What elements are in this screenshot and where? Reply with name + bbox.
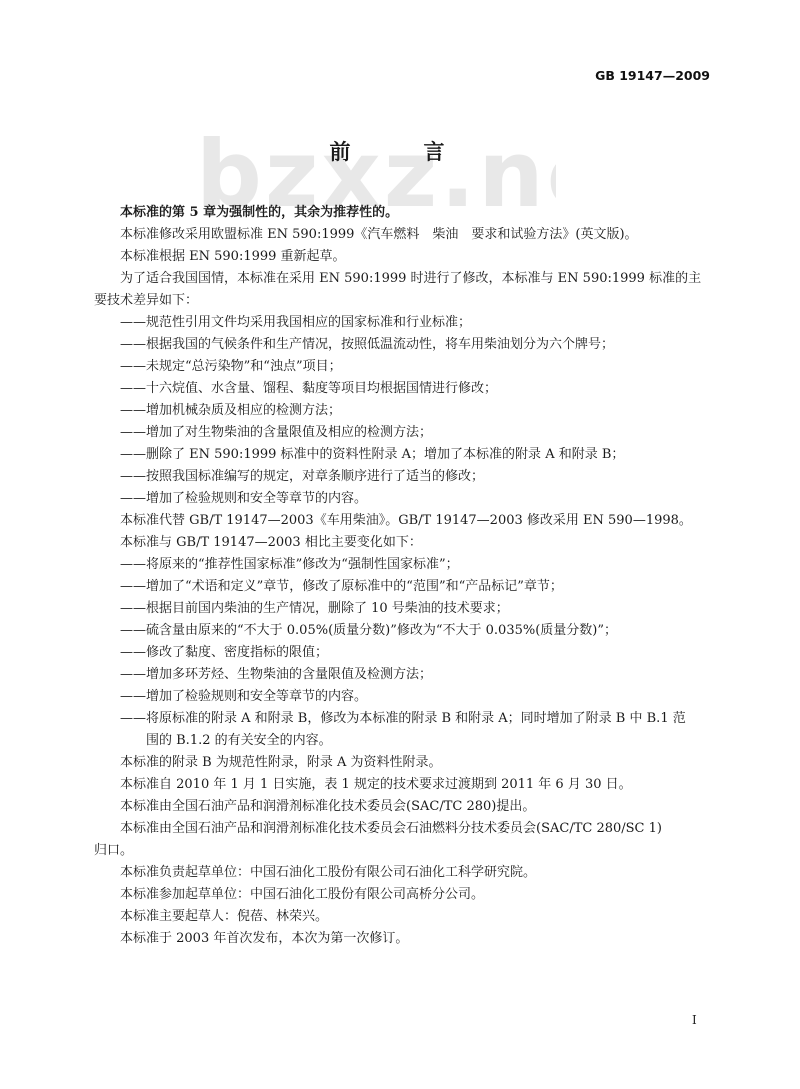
paragraph-line: 本标准由全国石油产品和润滑剂标准化技术委员会石油燃料分技术委员会(SAC/TC 280/SC 1) — [120, 821, 662, 836]
paragraph-line: 本标准主要起草人：倪蓓、林荣兴。 — [120, 909, 329, 924]
list-item: ——十六烷值、水含量、馏程、黏度等项目均根据国情进行修改； — [120, 381, 498, 396]
list-item: ——增加多环芳烃、生物柴油的含量限值及检测方法； — [120, 667, 433, 682]
list-item: ——删除了 EN 590:1999 标准中的资料性附录 A；增加了本标准的附录 A 和附录 B； — [120, 447, 625, 462]
list-item: ——按照我国标准编写的规定，对章条顺序进行了适当的修改； — [120, 469, 485, 484]
paragraph-line: 归口。 — [94, 843, 134, 858]
paragraph-line: 要技术差异如下： — [94, 293, 199, 308]
paragraph-line: 本标准自 2010 年 1 月 1 日实施，表 1 规定的技术要求过渡期到 2011 年 6 月 30 日。 — [120, 777, 632, 792]
paragraph-line: 本标准参加起草单位：中国石油化工股份有限公司高桥分公司。 — [120, 887, 485, 902]
paragraph-line: 为了适合我国国情，本标准在采用 EN 590:1999 时进行了修改，本标准与 EN 590:1999 标准的主 — [120, 271, 702, 286]
list-item: ——增加了检验规则和安全等章节的内容。 — [120, 689, 368, 704]
svg-text:bzxz.net: bzxz.n — [196, 132, 547, 222]
paragraph-line: 本标准修改采用欧盟标准 EN 590:1999《汽车燃料 柴油 要求和试验方法》(英文版)。 — [120, 227, 638, 242]
list-item: ——将原来的“推荐性国家标准”修改为“强制性国家标准”； — [120, 557, 459, 572]
paragraph-line: 本标准代替 GB/T 19147—2003《车用柴油》。GB/T 19147—2003 修改采用 EN 590—1998。 — [120, 513, 692, 528]
list-item: ——根据我国的气候条件和生产情况，按照低温流动性，将车用柴油划分为六个牌号； — [120, 337, 615, 352]
paragraph-line: 本标准的附录 B 为规范性附录，附录 A 为资料性附录。 — [120, 755, 442, 770]
list-item: ——增加机械杂质及相应的检测方法； — [120, 403, 342, 418]
list-item: ——根据目前国内柴油的生产情况，删除了 10 号柴油的技术要求； — [120, 601, 509, 616]
list-item: ——增加了对生物柴油的含量限值及相应的检测方法； — [120, 425, 433, 440]
list-item-continuation: 围的 B.1.2 的有关安全的内容。 — [146, 733, 332, 748]
list-item: ——增加了“术语和定义”章节，修改了原标准中的“范围”和“产品标记”章节； — [120, 579, 563, 594]
page-title: 前 言 — [329, 140, 471, 164]
paragraph-line: 本标准于 2003 年首次发布，本次为第一次修订。 — [120, 931, 409, 946]
list-item: ——修改了黏度、密度指标的限值； — [120, 645, 329, 660]
list-item: ——规范性引用文件均采用我国相应的国家标准和行业标准； — [120, 315, 472, 330]
list-item: ——硫含量由原来的“不大于 0.05%(质量分数)”修改为“不大于 0.035%(质量分数)”； — [120, 623, 618, 638]
list-item: ——增加了检验规则和安全等章节的内容。 — [120, 491, 368, 506]
document-code: GB 19147—2009 — [595, 68, 710, 83]
paragraph-line: 本标准的第 5 章为强制性的，其余为推荐性的。 — [120, 205, 399, 220]
page-number: I — [692, 1013, 697, 1027]
list-item: ——将原标准的附录 A 和附录 B，修改为本标准的附录 B 和附录 A；同时增加了附录 B 中 B.1 范 — [120, 711, 686, 726]
paragraph-line: 本标准根据 EN 590:1999 重新起草。 — [120, 249, 346, 264]
list-item: ——未规定“总污染物”和“浊点”项目； — [120, 359, 342, 374]
paragraph-line: 本标准由全国石油产品和润滑剂标准化技术委员会(SAC/TC 280)提出。 — [120, 799, 536, 814]
paragraph-line: 本标准与 GB/T 19147—2003 相比主要变化如下： — [120, 535, 422, 550]
paragraph-line: 本标准负责起草单位：中国石油化工股份有限公司石油化工科学研究院。 — [120, 865, 537, 880]
